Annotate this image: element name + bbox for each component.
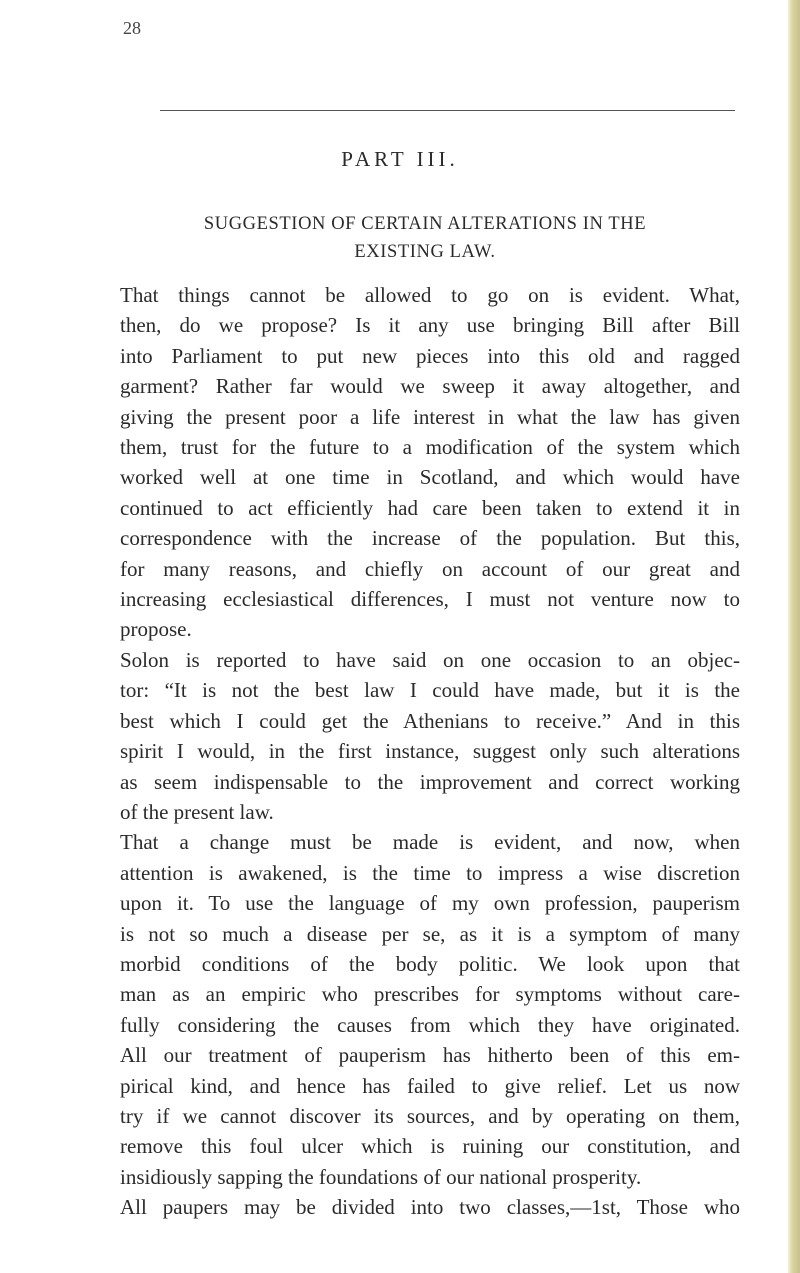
body-text: [120, 280, 740, 1223]
text-line: insidiously sapping the foundations of our national prosperity.: [120, 1164, 642, 1189]
text-line: All our treatment of pauperism has hitherto been of this em-: [120, 1043, 740, 1068]
section-title-line2: EXISTING LAW.: [354, 242, 496, 262]
page-number: 28: [123, 18, 141, 38]
text-line: giving the present poor a life interest in what the law has given: [120, 404, 740, 429]
text-line: them, trust for the future to a modification of the system which: [120, 435, 740, 460]
text-line: spirit I would, in the first instance, suggest only such alterations: [120, 739, 740, 764]
text-line: All paupers may be divided into two classes,—1st, Those who: [120, 1195, 740, 1220]
text-line: increasing ecclesiastical differences, I must not venture now to: [120, 587, 740, 612]
text-line: attention is awakened, is the time to impress a wise discretion: [120, 860, 740, 885]
text-line: for many reasons, and chiefly on account of our great and: [120, 556, 740, 581]
text-line: try if we cannot discover its sources, and by operating on them,: [120, 1103, 740, 1128]
text-line: remove this foul ulcer which is ruining our constitution, and: [120, 1134, 740, 1159]
text-line: That things cannot be allowed to go on is evident. What,: [120, 283, 740, 307]
text-line: propose.: [120, 617, 192, 642]
part-title: PART III.: [341, 147, 459, 171]
page-edge: [788, 0, 800, 1273]
text-line: then, do we propose? Is it any use bringing Bill after Bill: [120, 313, 740, 338]
text-line: best which I could get the Athenians to receive.” And in this: [120, 708, 740, 733]
text-line: tor: “It is not the best law I could have made, but it is the: [120, 678, 740, 703]
text-line: That a change must be made is evident, and now, when: [120, 830, 740, 855]
text-line: upon it. To use the language of my own profession, pauperism: [120, 891, 740, 916]
section-title: [120, 210, 730, 266]
paragraph-4: [120, 1192, 740, 1222]
text-line: pirical kind, and hence has failed to give relief. Let us now: [120, 1073, 740, 1098]
paragraph-2: [120, 645, 740, 827]
text-line: morbid conditions of the body politic. We look upon that: [120, 951, 740, 976]
text-line: Solon is reported to have said on one occasion to an objec-: [120, 647, 740, 672]
header-rule: [160, 110, 735, 111]
text-line: fully considering the causes from which they have originated.: [120, 1012, 740, 1037]
text-line: into Parliament to put new pieces into this old and ragged: [120, 343, 740, 368]
paragraph-3: [120, 827, 740, 1192]
text-line: worked well at one time in Scotland, and which would have: [120, 465, 740, 490]
paragraph-1: [120, 280, 740, 645]
text-line: as seem indispensable to the improvement and correct working: [120, 769, 740, 794]
text-line: garment? Rather far would we sweep it away altogether, and: [120, 374, 740, 399]
section-title-line1: SUGGESTION OF CERTAIN ALTERATIONS IN THE: [203, 214, 647, 234]
text-line: continued to act efficiently had care been taken to extend it in: [120, 495, 740, 520]
text-line: correspondence with the increase of the population. But this,: [120, 526, 740, 551]
text-line: of the present law.: [120, 799, 274, 824]
text-line: is not so much a disease per se, as it is a symptom of many: [120, 921, 740, 946]
text-line: man as an empiric who prescribes for symptoms without care-: [120, 982, 740, 1007]
